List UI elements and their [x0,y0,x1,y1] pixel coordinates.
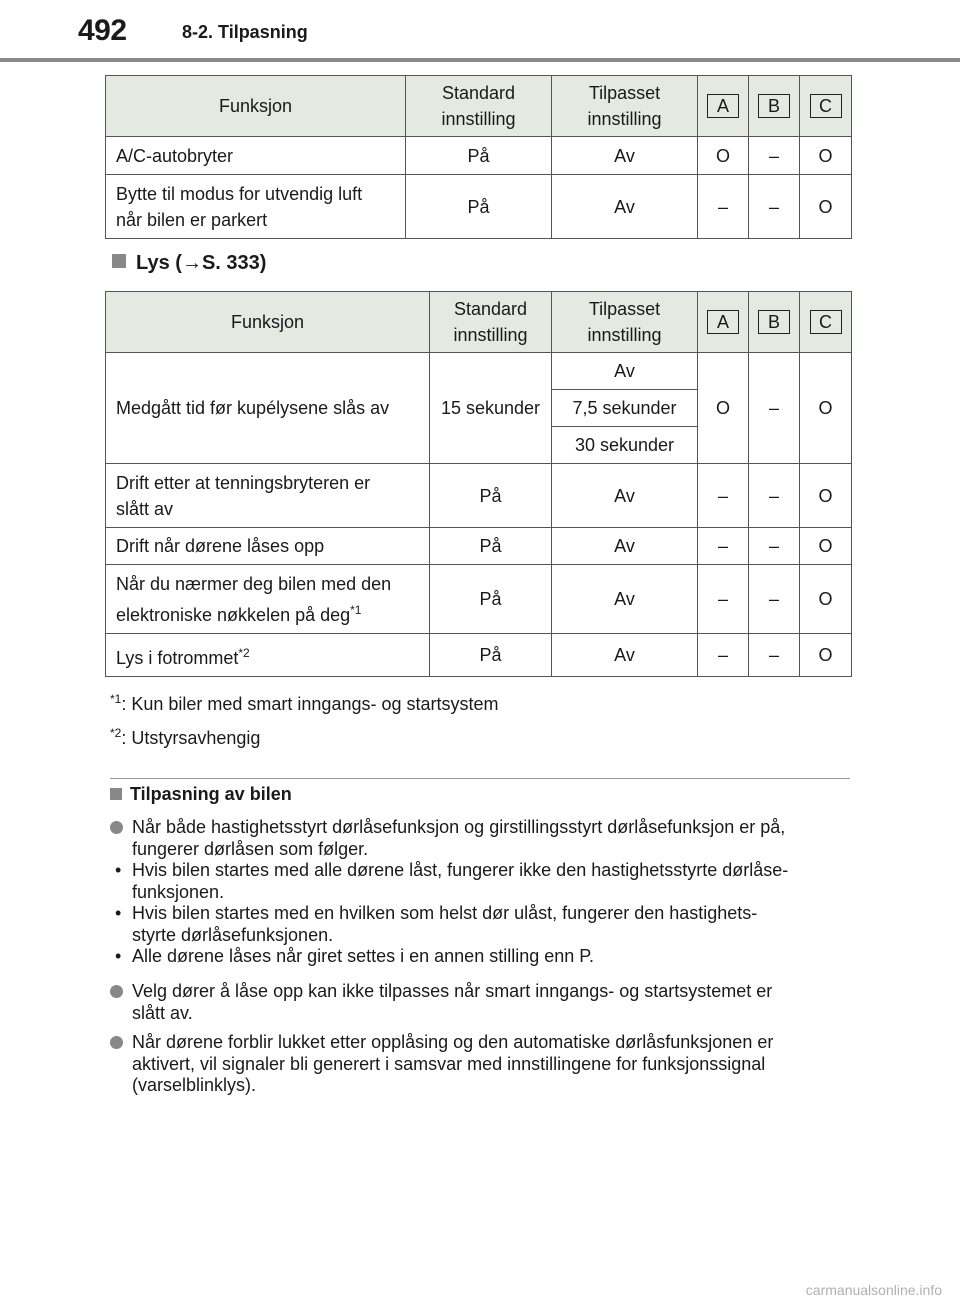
cell-standard: På [430,565,552,634]
cell-custom-option: Av [552,353,698,390]
cell-a: O [698,353,749,464]
cell-custom: Av [552,175,698,239]
cell-function: Bytte til modus for utvendig luft når bilen er parkert [106,175,406,239]
cell-b: – [749,137,800,175]
cell-a: – [698,565,749,634]
section-divider [110,778,850,779]
header-custom: Tilpasset innstilling [552,292,698,353]
cell-custom: Av [552,528,698,565]
cell-function: Lys i fotrommet$^{*2}$ [106,634,430,677]
cell-custom: Av [552,565,698,634]
table-row [106,464,852,528]
header-standard: Standard innstilling [406,76,552,137]
footnote-1: $^{*1}$: Kun biler med smart inngangs- og startsystem [110,692,499,714]
cell-function: A/C-autobryter [106,137,406,175]
lys-heading: Lys (→S. 333) [112,252,266,275]
cell-c: O [800,137,852,175]
square-bullet-icon [112,254,126,268]
cell-standard: På [430,464,552,528]
cell-custom-option: 30 sekunder [552,427,698,464]
settings-table-lights [105,291,852,677]
cell-standard: 15 sekunder [430,353,552,464]
cell-c: O [800,175,852,239]
watermark: carmanualsonline.info [805,1282,942,1298]
cell-custom: Av [552,137,698,175]
header-standard: Standard innstilling [430,292,552,353]
cell-b: – [749,353,800,464]
header-a: A [698,76,749,137]
section-title: 8-2. Tilpasning [182,22,308,42]
cell-c: O [800,528,852,565]
customization-heading: Tilpasning av bilen [110,784,292,805]
cell-custom-option: 7,5 sekunder [552,390,698,427]
cell-c: O [800,634,852,677]
paragraph-1: Når både hastighetsstyrt dørlåsefunksjon og girstillingsstyrt dørlåsefunksjon er på, fungerer dørlåsen som følger. • Hvis bilen startes med alle dørene låst, fungerer ikke den hastighetsstyrte dørlåse- funksjonen. • Hvis bilen startes med en hvilken som helst dør ulåst, fungerer den hastighets- styrte dørlåsefunksjonen. • Alle dørene låses når giret settes i en annen stilling enn P. [110,817,855,968]
circle-bullet-icon [110,821,123,834]
cell-c: O [800,565,852,634]
header-divider [0,58,960,62]
cell-a: – [698,634,749,677]
table-row [106,175,852,239]
cell-standard: På [430,528,552,565]
cell-b: – [749,464,800,528]
cell-function: Når du nærmer deg bilen med den elektroniske nøkkelen på deg$^{*1}$ [106,565,430,634]
cell-a: – [698,175,749,239]
cell-a: – [698,528,749,565]
cell-standard: På [406,137,552,175]
cell-b: – [749,528,800,565]
table-row [106,565,852,634]
header-function: Funksjon [106,292,430,353]
paragraph-2: Velg dører å låse opp kan ikke tilpasses når smart inngangs- og startsystemet er slått av. [110,981,855,1024]
cell-a: – [698,464,749,528]
footnote-2: $^{*2}$: Utstyrsavhengig [110,726,261,748]
cell-c: O [800,353,852,464]
header-c: C [800,76,852,137]
cell-standard: På [406,175,552,239]
list-item: • Hvis bilen startes med alle dørene låst, fungerer ikke den hastighetsstyrte dørlåse- [115,860,789,880]
table-row [106,634,852,677]
table-header-row [106,76,852,137]
cell-function: Drift etter at tenningsbryteren er slått av [106,464,430,528]
header-c: C [800,292,852,353]
square-bullet-icon [110,788,122,800]
header-b: B [749,76,800,137]
table-header-row [106,292,852,353]
cell-c: O [800,464,852,528]
header-custom: Tilpasset innstilling [552,76,698,137]
paragraph-3: Når dørene forblir lukket etter opplåsing og den automatiske dørlåsfunksjonen er aktivert, vil signaler bli generert i samsvar med innstillingene for funksjonssignal (varselblinklys). [110,1032,855,1097]
circle-bullet-icon [110,1036,123,1049]
table-row [106,137,852,175]
list-item: • Hvis bilen startes med en hvilken som helst dør ulåst, fungerer den hastighets- [115,903,758,923]
page-number: 492 [78,14,127,47]
cell-custom: Av [552,634,698,677]
circle-bullet-icon [110,985,123,998]
cell-custom: Av [552,464,698,528]
header-b: B [749,292,800,353]
settings-table-climate [105,75,852,239]
list-item: • Alle dørene låses når giret settes i en annen stilling enn P. [115,946,594,966]
cell-a: O [698,137,749,175]
table-row [106,528,852,565]
cell-standard: På [430,634,552,677]
cell-b: – [749,634,800,677]
header-function: Funksjon [106,76,406,137]
cell-function: Medgått tid før kupélysene slås av [106,353,430,464]
table-row [106,353,852,390]
cell-b: – [749,175,800,239]
header-a: A [698,292,749,353]
cell-function: Drift når dørene låses opp [106,528,430,565]
cell-b: – [749,565,800,634]
